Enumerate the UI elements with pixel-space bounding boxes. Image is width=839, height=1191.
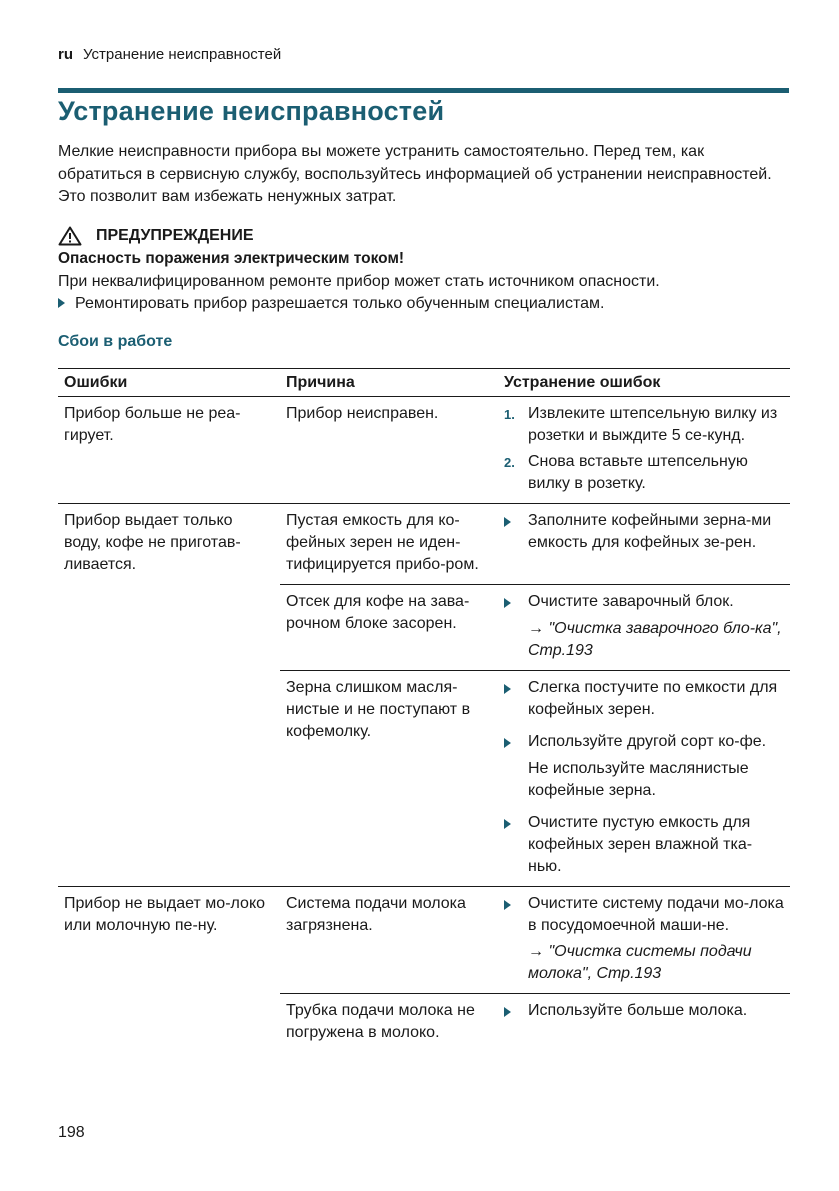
action-arrow-icon bbox=[504, 738, 511, 748]
action-arrow-icon bbox=[504, 598, 511, 608]
table-row bbox=[58, 887, 790, 994]
intro-paragraph: Мелкие неисправности прибора вы можете устранить самостоятельно. Перед тем, как обратиться в сервисную службу, воспользуйтесь информацией об устранении неисправностей. Это позволит вам избежать ненужных затрат. bbox=[58, 143, 772, 205]
page-number: 198 bbox=[58, 1124, 85, 1141]
action-text: Используйте больше молока. bbox=[528, 1002, 748, 1019]
cause-cell: Система подачи молока загрязнена. bbox=[280, 887, 498, 994]
running-header bbox=[58, 46, 281, 63]
remedy-cell bbox=[498, 887, 790, 994]
page-title: Устранение неисправностей bbox=[58, 96, 445, 126]
action-arrow-icon bbox=[504, 900, 511, 910]
title-rule bbox=[58, 88, 789, 93]
warning-text: При неквалифицированном ремонте прибор может стать источником опасности. bbox=[58, 273, 660, 290]
action-text: Очистите систему подачи мо-лока в посудомоечной маши-не. bbox=[528, 895, 784, 934]
language-code: ru bbox=[58, 46, 73, 63]
table-row bbox=[58, 397, 790, 504]
warning-title: Опасность поражения электрическим током! bbox=[58, 250, 405, 267]
cause-cell: Отсек для кофе на зава-рочном блоке засорен. bbox=[280, 585, 498, 671]
cause-cell: Зерна слишком масля-нистые и не поступают в кофемолку. bbox=[280, 671, 498, 887]
warning-header bbox=[58, 226, 254, 246]
table-header-row bbox=[58, 369, 790, 397]
remedy-cell bbox=[498, 671, 790, 887]
header-remedy: Устранение ошибок bbox=[498, 369, 790, 397]
warning-action bbox=[58, 293, 604, 315]
action-arrow-icon bbox=[504, 517, 511, 527]
action-arrow-icon bbox=[504, 819, 511, 829]
troubleshooting-table bbox=[58, 368, 790, 1052]
cause-cell: Пустая емкость для ко-фейных зерен не иден-тифицируется прибо-ром. bbox=[280, 504, 498, 585]
header-cause: Причина bbox=[280, 369, 498, 397]
action-arrow-icon bbox=[504, 684, 511, 694]
cross-reference-link[interactable]: → "Очистка заварочного бло-ка", Стр.193 bbox=[528, 620, 782, 659]
cause-cell: Прибор неисправен. bbox=[280, 397, 498, 504]
action-text: Используйте другой сорт ко-фе. bbox=[528, 733, 767, 750]
step-text: Снова вставьте штепсельную вилку в розетку. bbox=[528, 453, 748, 492]
table-row bbox=[58, 504, 790, 585]
remedy-cell bbox=[498, 585, 790, 671]
action-text: Очистите пустую емкость для кофейных зерен влажной тка-нью. bbox=[528, 814, 753, 875]
action-text: Слегка постучите по емкости для кофейных зерен. bbox=[528, 679, 778, 718]
cause-cell: Трубка подачи молока не погружена в молоко. bbox=[280, 994, 498, 1053]
action-arrow-icon bbox=[58, 298, 65, 308]
remedy-cell bbox=[498, 397, 790, 504]
fault-cell: Прибор не выдает мо-локо или молочную пе-ну. bbox=[58, 887, 280, 1053]
warning-label: ПРЕДУПРЕЖДЕНИЕ bbox=[96, 227, 254, 244]
remedy-cell bbox=[498, 504, 790, 585]
fault-cell: Прибор больше не реа-гирует. bbox=[58, 397, 280, 504]
warning-action-text: Ремонтировать прибор разрешается только обученным специалистам. bbox=[75, 295, 605, 312]
subsection-title: Сбои в работе bbox=[58, 333, 173, 350]
running-section-title: Устранение неисправностей bbox=[83, 46, 282, 63]
step-number: 2. bbox=[504, 455, 515, 470]
cross-reference-link[interactable]: → "Очистка системы подачи молока", Стр.193 bbox=[528, 943, 752, 982]
action-arrow-icon bbox=[504, 1007, 511, 1017]
header-faults: Ошибки bbox=[58, 369, 280, 397]
remedy-cell bbox=[498, 994, 790, 1053]
action-text: Заполните кофейными зерна-ми емкость для кофейных зе-рен. bbox=[528, 512, 772, 551]
fault-cell: Прибор выдает только воду, кофе не приготав-ливается. bbox=[58, 504, 280, 887]
action-text: Очистите заварочный блок. bbox=[528, 593, 734, 610]
warning-triangle-icon bbox=[58, 226, 82, 246]
note-text: Не используйте маслянистые кофейные зерна. bbox=[528, 760, 749, 799]
step-number: 1. bbox=[504, 407, 515, 422]
step-text: Извлеките штепсельную вилку из розетки и выждите 5 се-кунд. bbox=[528, 405, 778, 444]
